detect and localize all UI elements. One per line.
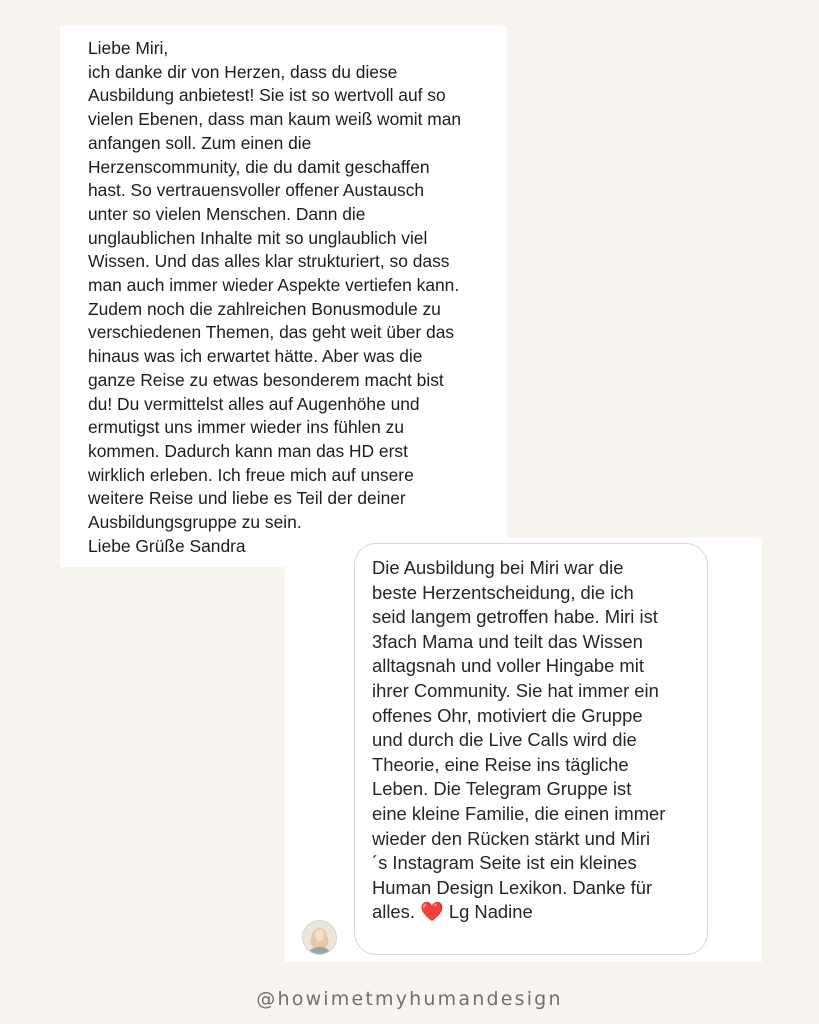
testimonial-card-sandra bbox=[60, 26, 507, 567]
message-bubble-nadine bbox=[354, 543, 708, 955]
text-line: ich danke dir von Herzen, dass du diese bbox=[88, 61, 398, 82]
text-line: Die Ausbildung bei Miri war die bbox=[372, 557, 624, 578]
user-avatar-icon[interactable] bbox=[303, 921, 336, 954]
text-line: verschiedenen Themen, das geht weit über das bbox=[88, 322, 455, 343]
text-line: ihrer Community. Sie hat immer ein bbox=[372, 679, 659, 701]
instagram-handle: @howimetmyhumandesign bbox=[256, 988, 563, 1010]
text-line: alltagsnah und voller Hingabe mit bbox=[372, 655, 644, 677]
text-line: Herzenscommunity, die du damit geschaffen bbox=[88, 156, 430, 177]
text-line: Liebe Miri, bbox=[88, 38, 169, 58]
testimonial-text-nadine bbox=[372, 556, 693, 925]
signature-sandra: Liebe Grüße Sandra bbox=[88, 535, 246, 556]
text-line: man auch immer wieder Aspekte vertiefen kann. bbox=[88, 275, 460, 296]
text-line: kommen. Dadurch kann man das HD erst bbox=[88, 440, 408, 461]
text-line: Zudem noch die zahlreichen Bonusmodule zu bbox=[88, 298, 441, 319]
text-line: Ausbildung anbietest! Sie ist so wertvoll auf so bbox=[88, 85, 446, 106]
text-line: unglaublichen Inhalte mit so unglaublich viel bbox=[88, 227, 428, 248]
text-line: beste Herzentscheidung, die ich bbox=[372, 581, 634, 603]
text-line: ganze Reise zu etwas besonderem macht bist bbox=[88, 369, 444, 390]
text-line: Theorie, eine Reise ins tägliche bbox=[372, 753, 629, 775]
text-line: und durch die Live Calls wird die bbox=[372, 729, 637, 751]
signature-nadine: Lg Nadine bbox=[448, 901, 533, 923]
testimonial-text-sandra bbox=[88, 37, 487, 558]
text-line: wieder den Rücken stärkt und Miri bbox=[372, 827, 651, 849]
text-line: du! Du vermittelst alles auf Augenhöhe und bbox=[88, 393, 420, 414]
text-line: 3fach Mama und teilt das Wissen bbox=[372, 630, 643, 652]
text-line: Human Design Lexikon. Danke für bbox=[372, 876, 653, 898]
text-line: unter so vielen Menschen. Dann die bbox=[88, 203, 366, 224]
text-line: Ausbildungsgruppe zu sein. bbox=[88, 512, 302, 533]
text-line: Leben. Die Telegram Gruppe ist bbox=[372, 778, 632, 800]
text-line: anfangen soll. Zum einen die bbox=[88, 132, 312, 153]
text-line: hinaus was ich erwartet hätte. Aber was die bbox=[88, 346, 423, 367]
heart-icon: ❤️ bbox=[420, 901, 444, 924]
text-line: Wissen. Und das alles klar strukturiert, so dass bbox=[88, 251, 450, 272]
text-line: ermutigst uns immer wieder ins fühlen zu bbox=[88, 417, 405, 438]
text-line: offenes Ohr, motiviert die Gruppe bbox=[372, 704, 643, 726]
text-line: weitere Reise und liebe es Teil der deiner bbox=[88, 488, 406, 509]
text-line: alles. bbox=[372, 901, 415, 923]
text-line: seid langem getroffen habe. Miri ist bbox=[372, 606, 658, 628]
text-line: vielen Ebenen, dass man kaum weiß womit man bbox=[88, 109, 462, 130]
text-line: eine kleine Familie, die einen immer bbox=[372, 802, 666, 824]
text-line: wirklich erleben. Ich freue mich auf unsere bbox=[88, 464, 414, 485]
text-line: ´s Instagram Seite ist ein kleines bbox=[372, 852, 637, 874]
text-line: hast. So vertrauensvoller offener Austausch bbox=[88, 180, 425, 201]
